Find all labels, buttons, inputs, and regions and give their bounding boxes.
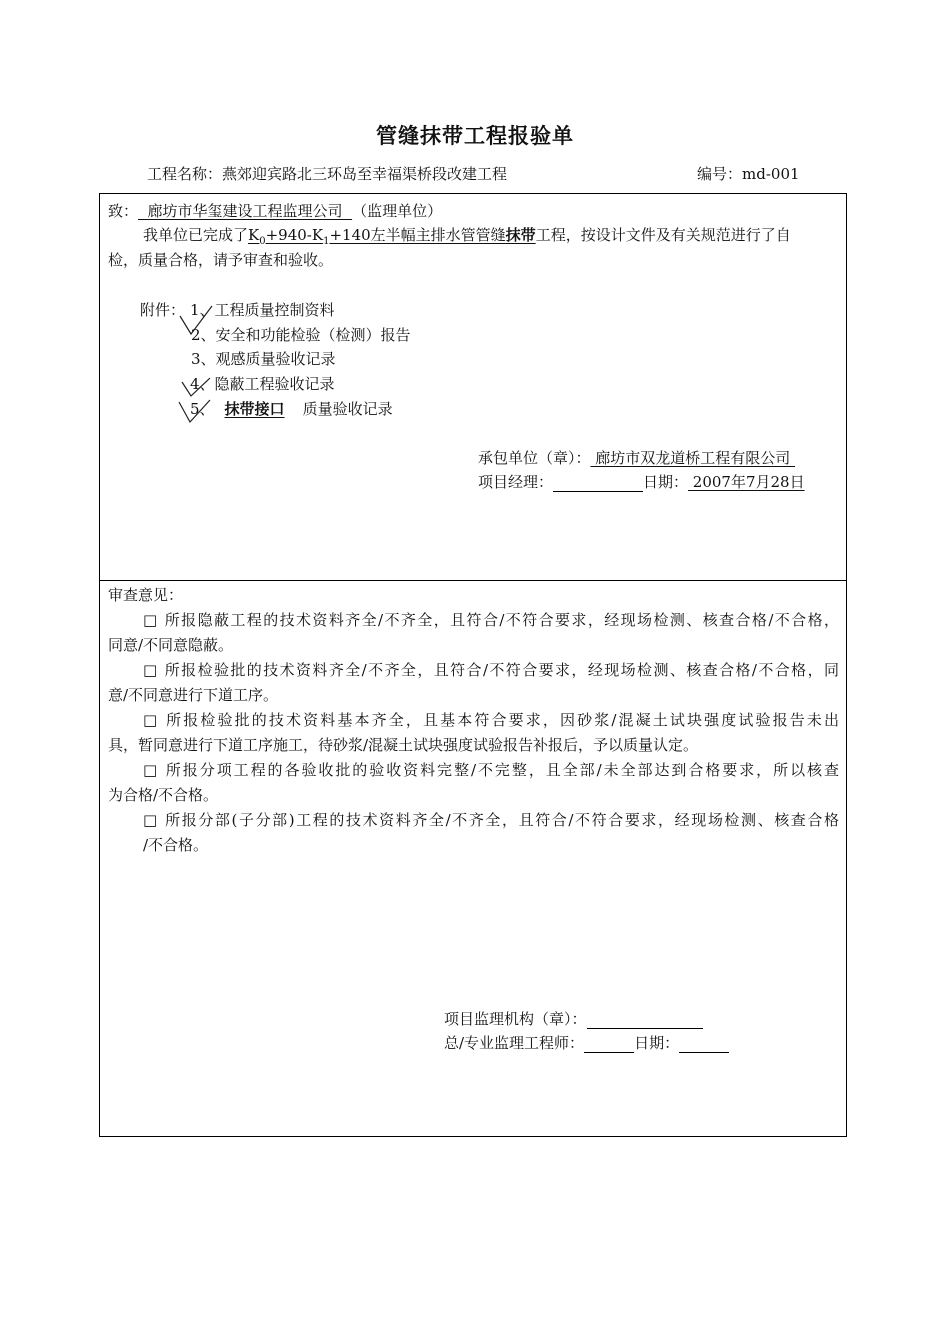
review-item-5-line-1: □ 所报分部(子分部)工程的技术资料齐全/不齐全，且符合/不符合要求，经现场检测、核查合格 (143, 811, 839, 829)
section-divider (99, 580, 847, 581)
attachment-1: 1、工程质量控制资料 (190, 301, 335, 319)
review-label: 审查意见： (108, 586, 184, 604)
addressee-suffix: （监理单位） (352, 202, 443, 220)
addressee-line (108, 200, 442, 221)
attachment-5-number: 5、 (190, 400, 215, 418)
review-item-3-line-2: 具，暂同意进行下道工序施工，待砂浆/混凝土试块强度试验报告补报后，予以质量认定。 (108, 736, 699, 754)
station-end: +140左半幅主排水管管缝 (329, 226, 506, 244)
attachments-label: 附件： (140, 301, 186, 319)
supervision-org-line (444, 1008, 703, 1029)
supervision-org-label: 项目监理机构（章）： (444, 1010, 587, 1028)
manager-label: 项目经理： (478, 473, 554, 491)
review-item-2-line-1: □ 所报检验批的技术资料齐全/不齐全，且符合/不符合要求，经现场检测、核查合格/不合格，同 (143, 661, 839, 679)
engineer-line (444, 1032, 729, 1053)
body-line-2: 检，质量合格，请予审查和验收。 (108, 251, 334, 269)
review-date-label: 日期： (634, 1034, 680, 1052)
supervision-company: 廊坊市华玺建设工程监理公司 (138, 202, 353, 220)
page-title: 管缝抹带工程报验单 (376, 124, 574, 148)
body-line-1 (143, 224, 791, 247)
engineer-signature-blank[interactable] (584, 1037, 634, 1053)
contractor-line (478, 447, 795, 468)
review-item-1-line-2: 同意/不同意隐蔽。 (108, 636, 234, 654)
engineer-label: 总/专业监理工程师： (444, 1034, 585, 1052)
station-range (248, 226, 536, 247)
review-item-4-line-2: 为合格/不合格。 (108, 786, 219, 804)
addressee-prefix: 致： (108, 202, 139, 220)
station-mid: +940-K (265, 226, 324, 244)
checkmark-icon (176, 376, 216, 424)
review-date-blank[interactable] (679, 1037, 729, 1053)
manager-signature-blank[interactable] (553, 476, 643, 492)
station-k0-sub: 0 (259, 236, 266, 247)
station-k1-sub: 1 (323, 236, 330, 247)
attachment-5-tail: 质量验收记录 (302, 400, 393, 418)
date-value: 2007年7月28日 (688, 473, 805, 491)
checkmark-icon (176, 304, 216, 338)
attachment-5 (190, 398, 393, 419)
manager-line (478, 471, 805, 492)
review-item-5-line-2: /不合格。 (143, 836, 209, 854)
review-item-4-line-1: □ 所报分项工程的各验收批的验收资料完整/不完整，且全部/未全部达到合格要求，所以核查 (143, 761, 839, 779)
review-item-2-line-2: 意/不同意进行下道工序。 (108, 686, 279, 704)
attachment-3: 3、观感质量验收记录 (191, 350, 336, 368)
document-number: 编号：md-001 (697, 165, 800, 183)
work-type: 抹带 (505, 226, 536, 244)
station-k0: K (248, 226, 260, 244)
supervision-org-stamp-blank[interactable] (587, 1013, 703, 1029)
review-item-3-line-1: □ 所报检验批的技术资料基本齐全，且基本符合要求，因砂浆/混凝土试块强度试验报告未出 (143, 711, 839, 729)
review-item-1-line-1: □ 所报隐蔽工程的技术资料齐全/不齐全，且符合/不符合要求，经现场检测、核查合格/不合格， (143, 611, 839, 629)
project-name: 工程名称：燕郊迎宾路北三环岛至幸福渠桥段改建工程 (147, 165, 508, 183)
body-text-a: 我单位已完成了 (143, 226, 249, 244)
attachment-5-name: 抹带接口 (224, 400, 285, 418)
attachment-2: 2、安全和功能检验（检测）报告 (191, 326, 411, 344)
contractor-label: 承包单位（章）： (478, 449, 591, 467)
date-label: 日期： (643, 473, 689, 491)
attachment-4: 4、隐蔽工程验收记录 (190, 375, 335, 393)
body-text-tail: 工程，按设计文件及有关规范进行了自 (535, 226, 791, 244)
contractor-name: 廊坊市双龙道桥工程有限公司 (590, 449, 796, 467)
